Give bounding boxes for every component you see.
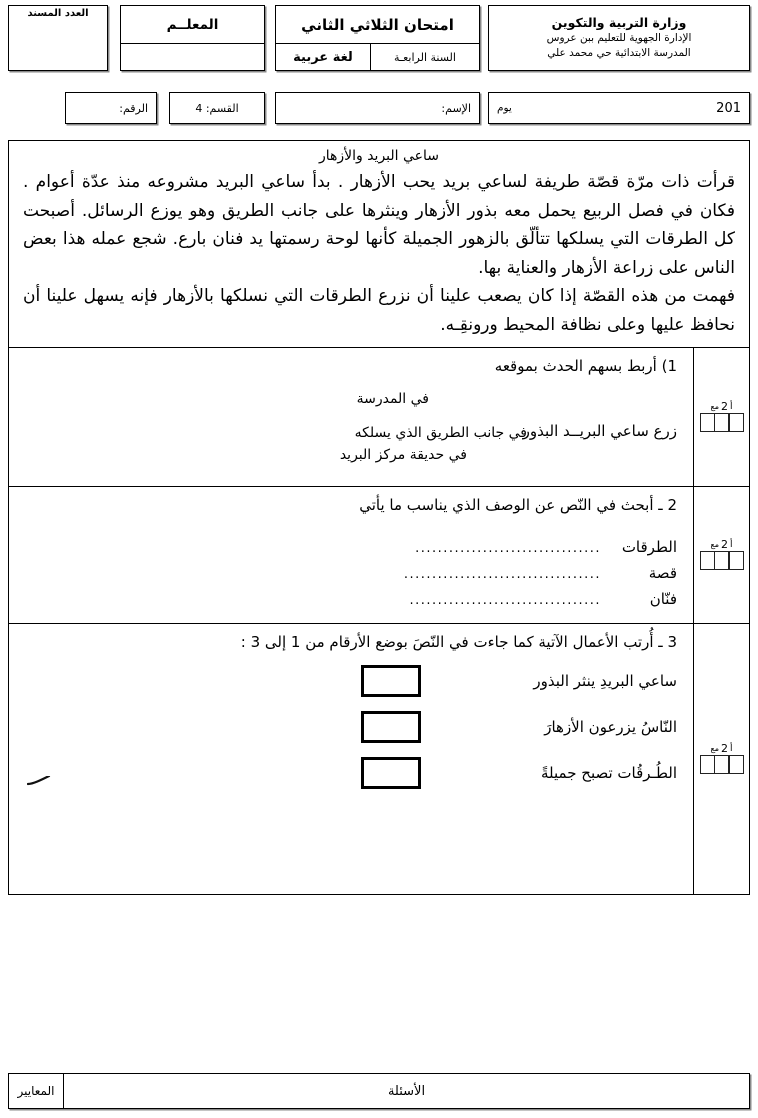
score-grid-wrap-2: [700, 540, 743, 570]
score-mark-2: مع: [710, 540, 720, 549]
footer-table: [8, 1073, 750, 1109]
exam-subject: لغة عربية: [293, 49, 353, 65]
assigned-score-box: [8, 5, 108, 71]
question-title-3: 3 ـ أُرتب الأعمال الآتية كما جاءت في النّصَ بوضع الأرقام من 1 إلى 3 :: [240, 633, 677, 651]
score-grid-3[interactable]: [700, 755, 743, 774]
score-grid-cell[interactable]: [700, 755, 715, 774]
score-cell-1: [693, 348, 749, 486]
question-title-2: 2 ـ أبحث في النّص عن الوصف الذي يناسب ما يأتي: [359, 496, 677, 514]
description-answer-list: [19, 535, 677, 613]
score-value-3: 2: [721, 742, 729, 755]
ordering-box-3[interactable]: [361, 757, 421, 789]
passage-paragraph-2: فهمت من هذه القصّة إذا كان يصعب علينا أن نزرع الطرقات التي نسلكها بالأزهار فإنه يسهل علينا أن نحافظ عليها وعلى نظافة المحيط ورونقِـه.: [23, 286, 735, 335]
score-grade-2: أ: [730, 540, 733, 550]
exam-subtitle-row: [276, 44, 479, 70]
score-grid-wrap-3: [700, 744, 743, 774]
ordering-item: [19, 750, 677, 796]
ordering-box-1[interactable]: [361, 665, 421, 697]
exam-title: امتحان الثلاثي الثاني: [276, 6, 479, 44]
match-option-3[interactable]: في حديقة مركز البريد: [339, 447, 467, 463]
regional-directorate: الإدارة الجهوية للتعليم ببن عروس: [546, 32, 692, 44]
answer-line: [19, 535, 677, 561]
student-info-row: [0, 92, 758, 128]
question-row-1: [9, 348, 749, 487]
score-grid-cell[interactable]: [700, 413, 715, 432]
class-box: [169, 92, 265, 124]
score-grid-cell[interactable]: [714, 413, 729, 432]
score-cell-3: [693, 624, 749, 894]
answer-label-3: فنّان: [649, 590, 677, 608]
score-grid-cell[interactable]: [729, 413, 744, 432]
teacher-label: المعلــم: [121, 6, 264, 44]
ordering-label-3: الطُـرقُات تصبح جميلةً: [541, 764, 677, 782]
header-band: [0, 0, 758, 82]
score-grid-wrap-1: [700, 402, 743, 432]
number-label: الرقم:: [119, 101, 148, 115]
match-option-2[interactable]: في جانب الطريق الذي يسلكه: [354, 425, 527, 441]
day-value: 201: [716, 100, 741, 116]
score-label-3: [710, 744, 732, 754]
ministry-name: وزارة التربية والتكوين: [551, 15, 687, 30]
ordering-item: [19, 704, 677, 750]
question-content-3: [9, 624, 693, 894]
score-grid-cell[interactable]: [714, 755, 729, 774]
answer-line: [19, 587, 677, 613]
exam-level: السنة الرابعـة: [370, 44, 479, 70]
score-mark-1: مع: [710, 402, 720, 411]
answer-line: [19, 561, 677, 587]
teacher-value-field[interactable]: [121, 44, 264, 70]
passage-paragraph-1: قرأت ذات مرّة قصّة طريفة لساعي بريد يحب الأزهار . بدأ ساعي البريد مشروعه منذ عدّة أعوام . فكان في فصل الربيع يحمل معه بذور الأزهار وينثرها على جانب الطريق وهو يوزع الرسائل. أصبحت كل الطرقات التي يسلكها تتألّق بالزهور الجميلة كأنها لوحة رسمتها يد فنان بارع. شجع عمله هذا بعض الناس على زراعة الأزهار والعناية بها.: [23, 172, 735, 278]
footer-questions-header: الأسئلة: [63, 1074, 749, 1108]
score-cell-2: [693, 487, 749, 623]
match-stem[interactable]: زرع ساعي البريــد البذور: [522, 422, 677, 440]
ordering-label-2: النّاسُ يزرعون الأزهارَ: [544, 718, 677, 736]
ordering-item: [19, 658, 677, 704]
ordering-label-1: ساعي البريدِ ينثر البذور: [533, 672, 677, 690]
number-box[interactable]: [65, 92, 157, 124]
score-grid-cell[interactable]: [700, 551, 715, 570]
ordering-box-2[interactable]: [361, 711, 421, 743]
match-option-1[interactable]: في المدرسة: [356, 391, 429, 407]
question-title-1: 1) أربط بسهم الحدث بموقعه: [494, 357, 677, 375]
day-box: [488, 92, 750, 124]
answer-dots-2[interactable]: ...................................: [403, 567, 601, 582]
score-grade-3: أ: [730, 744, 733, 754]
score-grid-1[interactable]: [700, 413, 743, 432]
footer-criteria-header: المعايير: [17, 1084, 55, 1098]
name-box[interactable]: [275, 92, 480, 124]
assigned-score-label: العدد المسند: [27, 8, 89, 19]
reading-passage-block: [9, 141, 749, 348]
matching-exercise: [19, 380, 677, 476]
exam-title-box: [275, 5, 480, 71]
exam-body-table: [8, 140, 750, 895]
answer-label-2: قصة: [648, 564, 677, 582]
name-label: الإسم:: [441, 101, 471, 115]
score-label-1: [710, 402, 732, 412]
question-content-1: [9, 348, 693, 486]
school-name: المدرسة الابتدائية حي محمد علي: [547, 47, 691, 59]
score-grid-cell[interactable]: [714, 551, 729, 570]
answer-dots-3[interactable]: ..................................: [409, 593, 601, 608]
score-grid-2[interactable]: [700, 551, 743, 570]
score-grade-1: أ: [730, 402, 733, 412]
passage-title: ساعي البريد والأزهار: [318, 148, 440, 164]
score-mark-3: مع: [710, 744, 720, 753]
ministry-box: [488, 5, 750, 71]
teacher-box: [120, 5, 265, 71]
answer-label-1: الطرقات: [621, 538, 677, 556]
class-label: القسم: 4: [195, 101, 239, 115]
day-label: يوم: [497, 102, 512, 114]
question-row-2: [9, 487, 749, 624]
question-row-3: [9, 624, 749, 894]
score-value-2: 2: [721, 538, 729, 551]
score-grid-cell[interactable]: [729, 755, 744, 774]
answer-dots-1[interactable]: .................................: [415, 541, 601, 556]
score-label-2: [710, 540, 732, 550]
score-value-1: 2: [721, 400, 729, 413]
ordering-exercise: [19, 658, 677, 796]
question-content-2: [9, 487, 693, 623]
score-grid-cell[interactable]: [729, 551, 744, 570]
